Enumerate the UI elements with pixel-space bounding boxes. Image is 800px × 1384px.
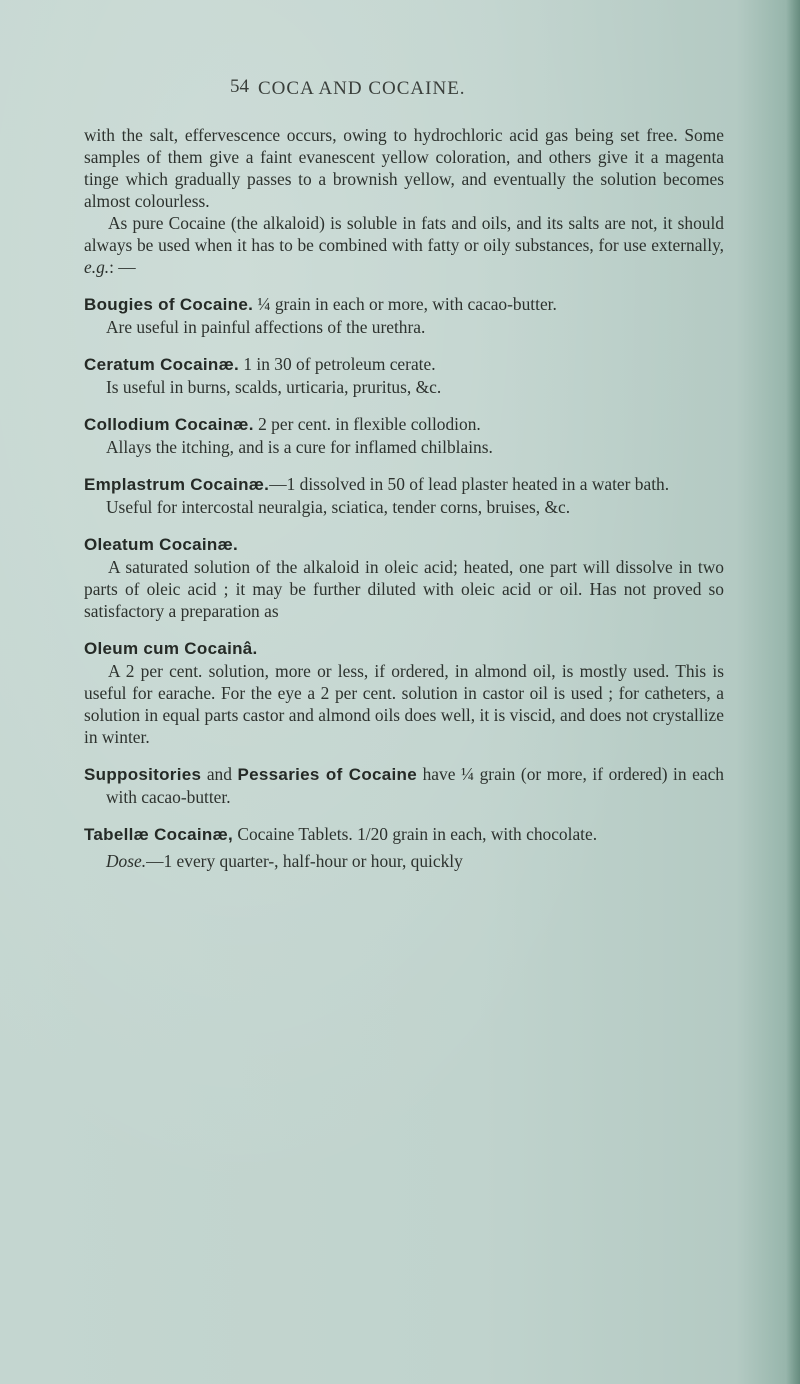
entry-desc: A 2 per cent. solution, more or less, if ordered, in almond oil, is mostly used. This is useful for earache. For the eye a 2 per cent. solution in castor oil is used ; for catheters, a solution in equal parts castor and almond oils does well, it is viscid, and does not crystallize in winter.: [84, 661, 724, 747]
entry-title-2: Pessaries of Cocaine: [237, 765, 418, 784]
entry-collodium-heading: [84, 413, 724, 436]
entry-suppositories-heading: [84, 763, 724, 808]
entry-emplastrum-heading: [84, 473, 724, 496]
intro-colon-dash: : —: [109, 257, 136, 277]
entry-desc: ¼ grain in each or more, with cacao-butter.: [257, 294, 557, 314]
intro-paragraph-2: [84, 212, 724, 278]
entry-and: and: [206, 764, 232, 784]
entry-title: Emplastrum Cocainæ.: [84, 475, 270, 494]
entry-note: Is useful in burns, scalds, urticaria, pruritus, &c.: [106, 377, 442, 397]
entry-desc: have ¼ grain (or more, if ordered) in each with cacao-butter.: [106, 764, 724, 807]
entry-note: Allays the itching, and is a cure for inflamed chilblains.: [106, 437, 493, 457]
entry-tabellae-heading: [84, 823, 724, 846]
entry-oleum-heading: [84, 637, 724, 660]
entry-note: Useful for intercostal neuralgia, sciatica, tender corns, bruises, &c.: [106, 497, 571, 517]
dose-label: Dose.: [106, 851, 147, 871]
intro-paragraph-2-text: As pure Cocaine (the alkaloid) is soluble in fats and oils, and its salts are not, it should always be used when it has to be combined with fatty or oily substances, for use externally,: [84, 213, 724, 255]
entry-title: Oleum cum Cocainâ.: [84, 639, 258, 658]
entry-ceratum: [84, 353, 724, 398]
entry-ceratum-heading: [84, 353, 724, 376]
dose-text: —1 every quarter-, half-hour or hour, quickly: [146, 851, 463, 871]
running-head: COCA AND COCAINE.: [258, 78, 466, 99]
entry-tabellae: [84, 823, 724, 872]
entry-desc: Cocaine Tablets. 1/20 grain in each, with chocolate.: [237, 824, 598, 844]
entry-title: Bougies of Cocaine.: [84, 295, 254, 314]
page-edge-shadow: [786, 0, 800, 1384]
entry-desc: —1 dissolved in 50 of lead plaster heated in a water bath.: [269, 474, 670, 494]
entry-desc: A saturated solution of the alkaloid in oleic acid; heated, one part will dissolve in two parts of oleic acid ; it may be further diluted with oleic acid or oil. Has not proved so satisfactory a preparation as: [84, 557, 724, 621]
intro-paragraph-1: with the salt, effervescence occurs, owing to hydrochloric acid gas being set free. Some samples of them give a faint evanescent yellow coloration, and others give it a magenta tinge which gradually passes to a brownish yellow, and eventually the solution becomes almost colourless.: [84, 125, 724, 211]
entry-desc: 1 in 30 of petroleum cerate.: [243, 354, 436, 374]
entry-title: Tabellæ Cocainæ,: [84, 825, 234, 844]
entry-bougies: [84, 293, 724, 338]
page-number: 54: [230, 76, 249, 97]
entry-bougies-heading: [84, 293, 724, 316]
entry-title: Oleatum Cocainæ.: [84, 535, 239, 554]
entry-suppositories: [84, 763, 724, 808]
entry-title: Collodium Cocainæ.: [84, 415, 254, 434]
page-body: [84, 124, 724, 872]
eg-abbrev: e.g.: [84, 257, 110, 277]
dose-line: [106, 850, 724, 872]
entry-oleatum: [84, 533, 724, 622]
entry-desc: 2 per cent. in flexible collodion.: [258, 414, 481, 434]
entry-title: Suppositories: [84, 765, 202, 784]
entry-note: Are useful in painful affections of the urethra.: [106, 317, 426, 337]
entry-oleatum-heading: [84, 533, 724, 556]
entry-collodium: [84, 413, 724, 458]
entry-emplastrum: [84, 473, 724, 518]
entry-title: Ceratum Cocainæ.: [84, 355, 240, 374]
entry-oleum: [84, 637, 724, 748]
